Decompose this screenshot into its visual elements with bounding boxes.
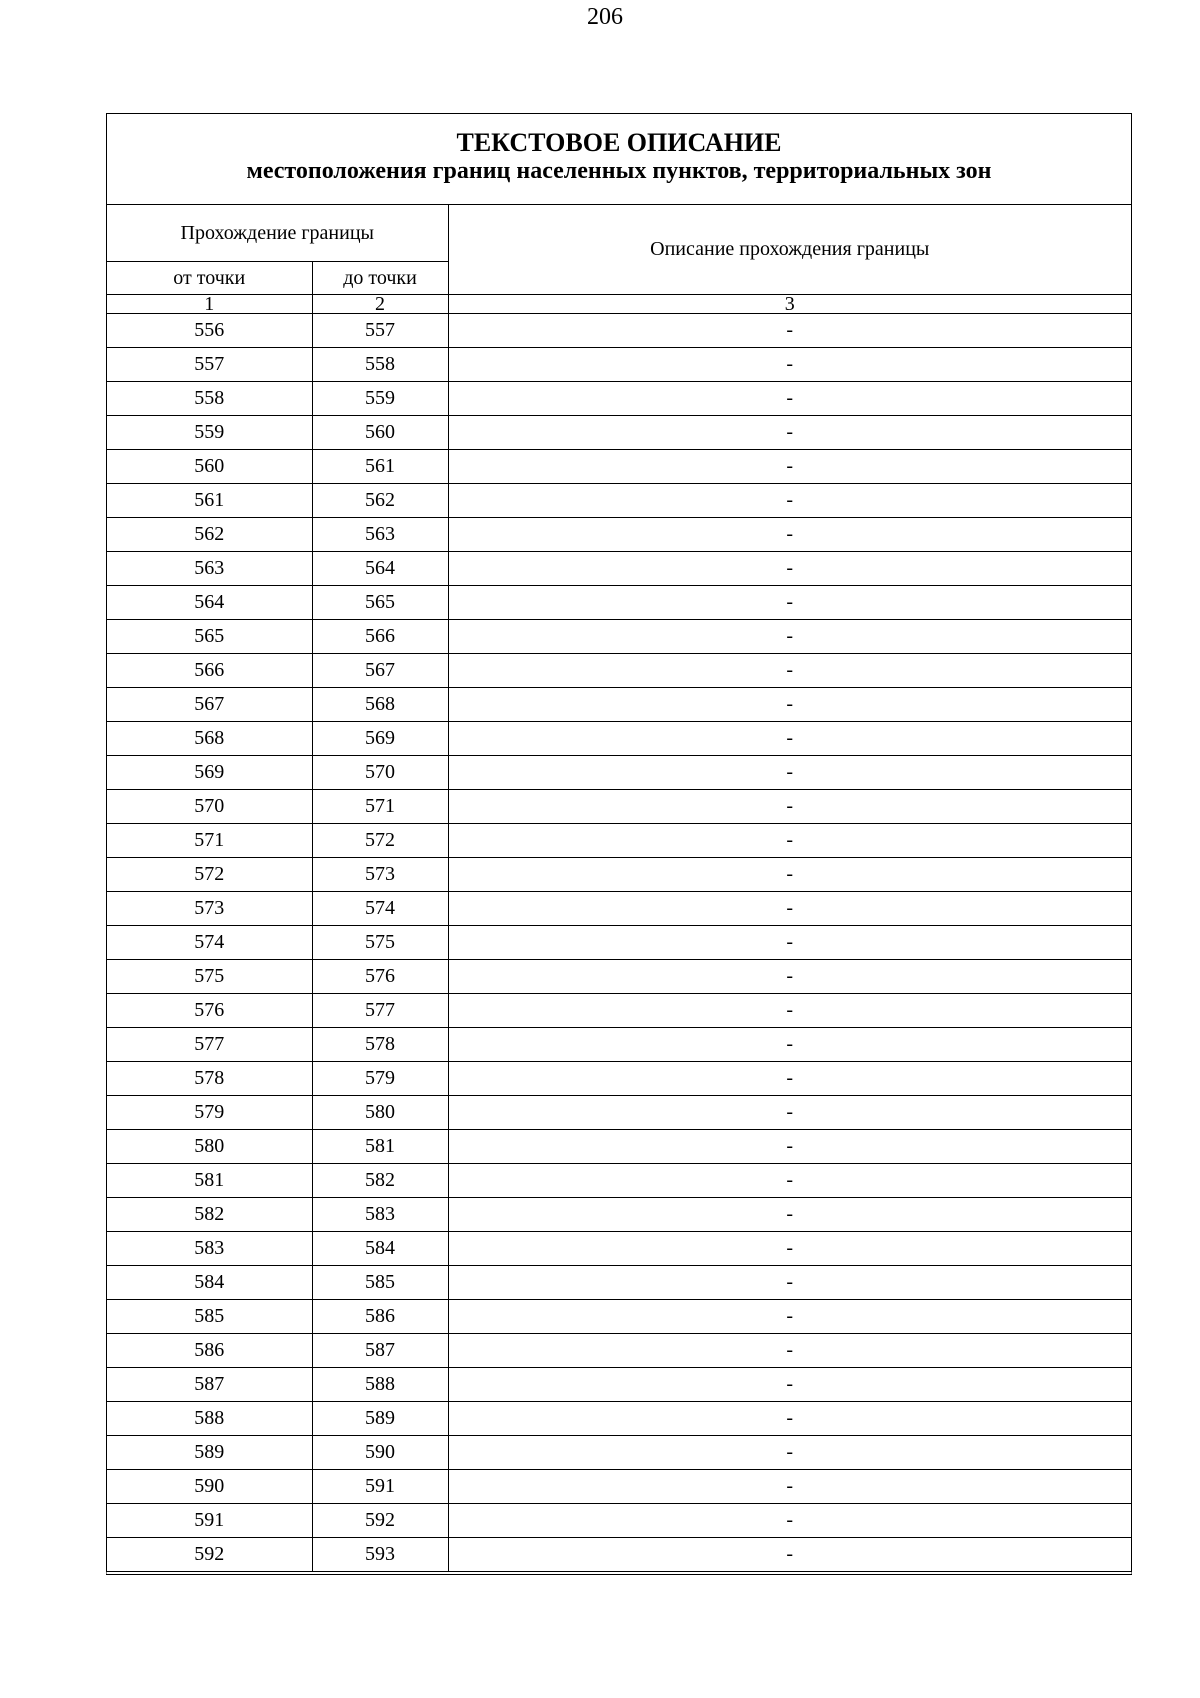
table-row xyxy=(107,382,1131,416)
from-point-cell: 571 xyxy=(107,824,312,858)
from-point-cell: 589 xyxy=(107,1436,312,1470)
to-point-cell: 576 xyxy=(312,960,448,994)
from-point-cell: 560 xyxy=(107,450,312,484)
from-point-cell: 562 xyxy=(107,518,312,552)
document-frame xyxy=(106,113,1132,1575)
from-point-cell: 565 xyxy=(107,620,312,654)
from-point-cell: 591 xyxy=(107,1504,312,1538)
header-description: Описание прохождения границы xyxy=(448,205,1131,295)
from-point-cell: 576 xyxy=(107,994,312,1028)
to-point-cell: 570 xyxy=(312,756,448,790)
description-cell: - xyxy=(448,1436,1131,1470)
to-point-cell: 561 xyxy=(312,450,448,484)
from-point-cell: 557 xyxy=(107,348,312,382)
from-point-cell: 572 xyxy=(107,858,312,892)
to-point-cell: 566 xyxy=(312,620,448,654)
to-point-cell: 583 xyxy=(312,1198,448,1232)
description-cell: - xyxy=(448,790,1131,824)
to-point-cell: 592 xyxy=(312,1504,448,1538)
description-cell: - xyxy=(448,1504,1131,1538)
to-point-cell: 567 xyxy=(312,654,448,688)
to-point-cell: 581 xyxy=(312,1130,448,1164)
from-point-cell: 583 xyxy=(107,1232,312,1266)
to-point-cell: 586 xyxy=(312,1300,448,1334)
description-cell: - xyxy=(448,1402,1131,1436)
description-cell: - xyxy=(448,314,1131,348)
to-point-cell: 562 xyxy=(312,484,448,518)
description-cell: - xyxy=(448,1062,1131,1096)
table-row xyxy=(107,1130,1131,1164)
table-row xyxy=(107,586,1131,620)
to-point-cell: 593 xyxy=(312,1538,448,1572)
to-point-cell: 572 xyxy=(312,824,448,858)
from-point-cell: 573 xyxy=(107,892,312,926)
table-row xyxy=(107,1538,1131,1572)
to-point-cell: 565 xyxy=(312,586,448,620)
table-row xyxy=(107,1436,1131,1470)
table-row xyxy=(107,348,1131,382)
from-point-cell: 580 xyxy=(107,1130,312,1164)
description-cell: - xyxy=(448,1232,1131,1266)
to-point-cell: 574 xyxy=(312,892,448,926)
to-point-cell: 589 xyxy=(312,1402,448,1436)
description-cell: - xyxy=(448,1096,1131,1130)
to-point-cell: 579 xyxy=(312,1062,448,1096)
page-number: 206 xyxy=(587,4,623,30)
from-point-cell: 568 xyxy=(107,722,312,756)
table-row xyxy=(107,450,1131,484)
from-point-cell: 578 xyxy=(107,1062,312,1096)
to-point-cell: 577 xyxy=(312,994,448,1028)
from-point-cell: 577 xyxy=(107,1028,312,1062)
to-point-cell: 588 xyxy=(312,1368,448,1402)
from-point-cell: 569 xyxy=(107,756,312,790)
table-row xyxy=(107,994,1131,1028)
from-point-cell: 592 xyxy=(107,1538,312,1572)
description-cell: - xyxy=(448,892,1131,926)
to-point-cell: 569 xyxy=(312,722,448,756)
from-point-cell: 556 xyxy=(107,314,312,348)
to-point-cell: 591 xyxy=(312,1470,448,1504)
to-point-cell: 575 xyxy=(312,926,448,960)
to-point-cell: 571 xyxy=(312,790,448,824)
from-point-cell: 561 xyxy=(107,484,312,518)
to-point-cell: 582 xyxy=(312,1164,448,1198)
from-point-cell: 570 xyxy=(107,790,312,824)
from-point-cell: 586 xyxy=(107,1334,312,1368)
description-cell: - xyxy=(448,960,1131,994)
table-row xyxy=(107,722,1131,756)
table-row xyxy=(107,1232,1131,1266)
table-row xyxy=(107,654,1131,688)
table-row xyxy=(107,1504,1131,1538)
description-cell: - xyxy=(448,1266,1131,1300)
to-point-cell: 560 xyxy=(312,416,448,450)
table-row xyxy=(107,1368,1131,1402)
table-row xyxy=(107,756,1131,790)
to-point-cell: 585 xyxy=(312,1266,448,1300)
description-cell: - xyxy=(448,722,1131,756)
from-point-cell: 575 xyxy=(107,960,312,994)
description-cell: - xyxy=(448,1300,1131,1334)
description-cell: - xyxy=(448,1334,1131,1368)
column-number: 3 xyxy=(448,295,1131,314)
table-row xyxy=(107,1266,1131,1300)
description-cell: - xyxy=(448,756,1131,790)
table-row xyxy=(107,518,1131,552)
from-point-cell: 566 xyxy=(107,654,312,688)
description-cell: - xyxy=(448,416,1131,450)
column-number: 2 xyxy=(312,295,448,314)
description-cell: - xyxy=(448,1028,1131,1062)
table-row xyxy=(107,1198,1131,1232)
table-row xyxy=(107,1300,1131,1334)
description-cell: - xyxy=(448,926,1131,960)
description-cell: - xyxy=(448,484,1131,518)
table-row xyxy=(107,960,1131,994)
column-number: 1 xyxy=(107,295,312,314)
to-point-cell: 587 xyxy=(312,1334,448,1368)
description-cell: - xyxy=(448,688,1131,722)
to-point-cell: 590 xyxy=(312,1436,448,1470)
to-point-cell: 578 xyxy=(312,1028,448,1062)
from-point-cell: 563 xyxy=(107,552,312,586)
document-subtitle: местоположения границ населенных пунктов, территориальных зон xyxy=(246,158,992,184)
table-row xyxy=(107,1402,1131,1436)
table-row xyxy=(107,688,1131,722)
from-point-cell: 574 xyxy=(107,926,312,960)
table-row xyxy=(107,314,1131,348)
from-point-cell: 558 xyxy=(107,382,312,416)
to-point-cell: 580 xyxy=(312,1096,448,1130)
from-point-cell: 564 xyxy=(107,586,312,620)
from-point-cell: 579 xyxy=(107,1096,312,1130)
header-from-point: от точки xyxy=(107,262,312,295)
table-row xyxy=(107,790,1131,824)
description-cell: - xyxy=(448,518,1131,552)
header-to-point: до точки xyxy=(312,262,448,295)
description-cell: - xyxy=(448,858,1131,892)
to-point-cell: 564 xyxy=(312,552,448,586)
from-point-cell: 590 xyxy=(107,1470,312,1504)
title-block xyxy=(107,114,1131,205)
to-point-cell: 563 xyxy=(312,518,448,552)
to-point-cell: 557 xyxy=(312,314,448,348)
description-cell: - xyxy=(448,654,1131,688)
table-row xyxy=(107,824,1131,858)
table-row xyxy=(107,892,1131,926)
header-boundary-passage: Прохождение границы xyxy=(107,205,448,262)
from-point-cell: 567 xyxy=(107,688,312,722)
from-point-cell: 587 xyxy=(107,1368,312,1402)
table-row xyxy=(107,1096,1131,1130)
table-row xyxy=(107,620,1131,654)
description-cell: - xyxy=(448,382,1131,416)
description-cell: - xyxy=(448,1164,1131,1198)
table-row xyxy=(107,1334,1131,1368)
from-point-cell: 588 xyxy=(107,1402,312,1436)
table-row xyxy=(107,552,1131,586)
from-point-cell: 585 xyxy=(107,1300,312,1334)
description-cell: - xyxy=(448,1130,1131,1164)
from-point-cell: 559 xyxy=(107,416,312,450)
description-cell: - xyxy=(448,1198,1131,1232)
from-point-cell: 584 xyxy=(107,1266,312,1300)
description-cell: - xyxy=(448,450,1131,484)
table-body xyxy=(107,314,1131,1572)
table-row xyxy=(107,1028,1131,1062)
table-row xyxy=(107,1470,1131,1504)
description-cell: - xyxy=(448,586,1131,620)
to-point-cell: 559 xyxy=(312,382,448,416)
to-point-cell: 584 xyxy=(312,1232,448,1266)
description-cell: - xyxy=(448,824,1131,858)
to-point-cell: 573 xyxy=(312,858,448,892)
table-row xyxy=(107,926,1131,960)
table-row xyxy=(107,416,1131,450)
table-row xyxy=(107,1062,1131,1096)
description-cell: - xyxy=(448,348,1131,382)
description-cell: - xyxy=(448,1368,1131,1402)
boundary-table xyxy=(107,205,1131,1571)
to-point-cell: 568 xyxy=(312,688,448,722)
description-cell: - xyxy=(448,1538,1131,1572)
from-point-cell: 581 xyxy=(107,1164,312,1198)
from-point-cell: 582 xyxy=(107,1198,312,1232)
description-cell: - xyxy=(448,1470,1131,1504)
table-row xyxy=(107,858,1131,892)
description-cell: - xyxy=(448,994,1131,1028)
to-point-cell: 558 xyxy=(312,348,448,382)
description-cell: - xyxy=(448,552,1131,586)
table-row xyxy=(107,484,1131,518)
document-title: ТЕКСТОВОЕ ОПИСАНИЕ xyxy=(456,128,782,157)
table-row xyxy=(107,1164,1131,1198)
description-cell: - xyxy=(448,620,1131,654)
